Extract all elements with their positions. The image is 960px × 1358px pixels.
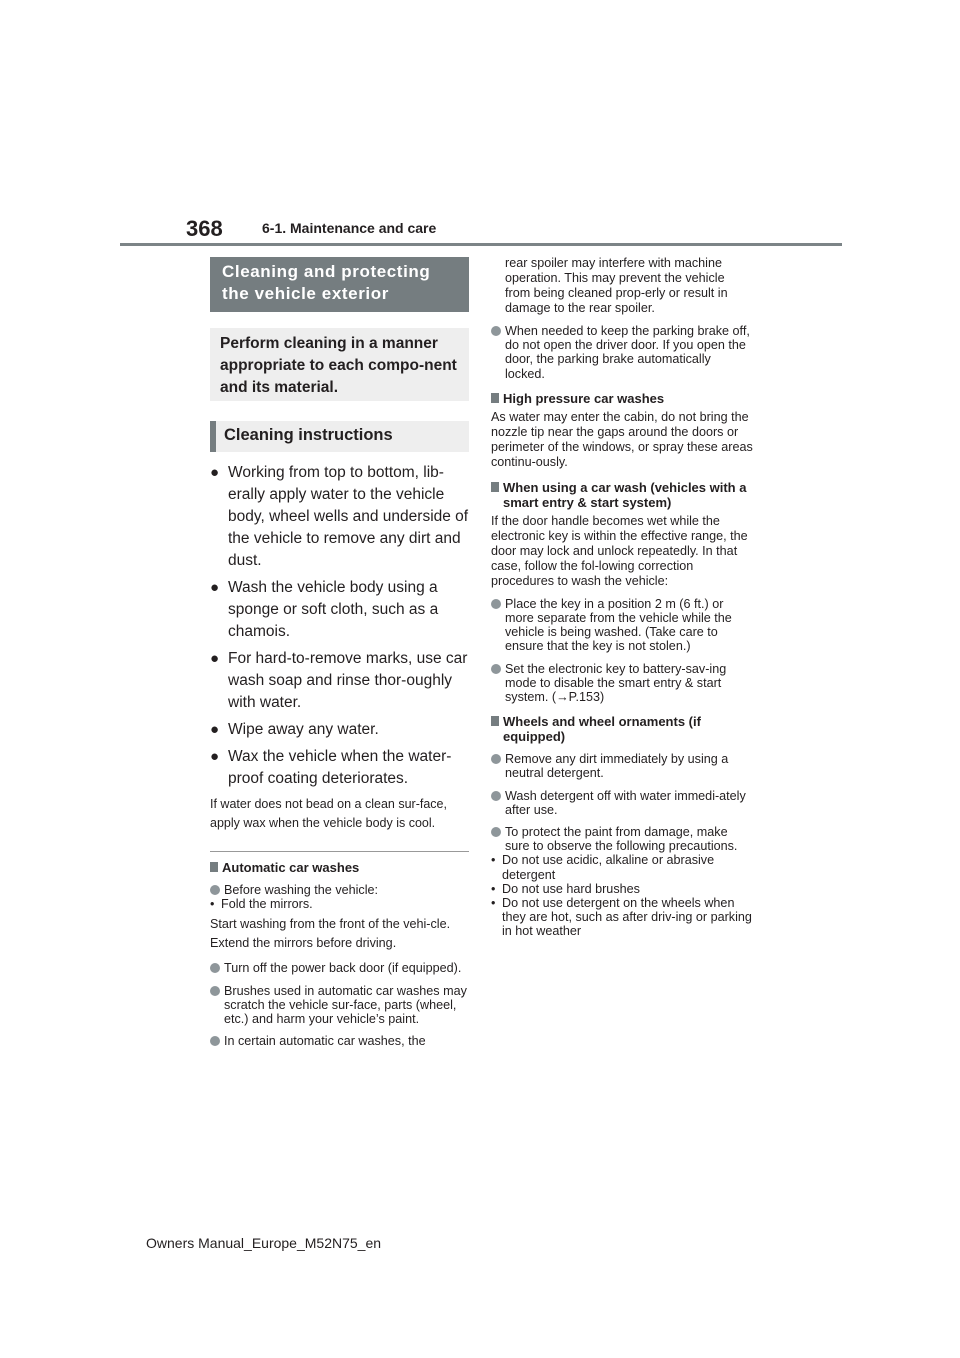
dot-bullet-icon: • <box>491 853 496 868</box>
list-item: Wash detergent off with water immedi-ately after use. <box>491 789 753 817</box>
list-item: To protect the paint from damage, make sure to observe the following precautions. <box>491 825 753 853</box>
circle-bullet-icon <box>491 664 501 674</box>
intro-box: Perform cleaning in a manner appropriate to each compo-nent and its material. <box>210 328 469 401</box>
right-column <box>491 256 753 939</box>
cleaning-instructions-heading: Cleaning instructions <box>210 421 469 452</box>
circle-bullet-icon <box>491 326 501 336</box>
bullet-icon: ● <box>210 579 220 596</box>
list-item: Set the electronic key to battery-sav-ing mode to disable the smart entry & start system. (→P.153) <box>491 662 753 705</box>
smart-entry-heading: When using a car wash (vehicles with a smart entry & start system) <box>491 480 753 510</box>
list-item: Brushes used in automatic car washes may scratch the vehicle sur-face, parts (wheel, etc.) and harm your vehicle’s paint. <box>210 984 469 1027</box>
section-title: 6-1. Maintenance and care <box>262 220 437 236</box>
sub-item: • Do not use detergent on the wheels when they are hot, such as after driv-ing or parking in hot weather <box>491 896 752 939</box>
wax-note: If water does not bead on a clean sur-face, apply wax when the vehicle body is cool. <box>210 797 447 830</box>
sub-item: • Do not use hard brushes <box>491 881 640 896</box>
list-item: ● Wash the vehicle body using a sponge or soft cloth, such as a chamois. <box>210 579 439 640</box>
list-item: Place the key in a position 2 m (6 ft.) or more separate from the vehicle while the vehicle is being washed. (Take care to ensure that the key is not stolen.) <box>491 597 753 654</box>
bullet-icon: ● <box>210 721 220 738</box>
instructions-list <box>210 462 469 790</box>
bullet-icon: ● <box>210 650 220 667</box>
list-item: Before washing the vehicle: <box>210 883 469 897</box>
high-pressure-heading: High pressure car washes <box>491 391 753 406</box>
bullet-icon: ● <box>210 748 220 765</box>
circle-bullet-icon <box>210 963 220 973</box>
circle-bullet-icon <box>210 986 220 996</box>
circle-bullet-icon <box>491 599 501 609</box>
paragraph: As water may enter the cabin, do not bring the nozzle tip near the gaps around the doors or perimeter of the windows, or spray these areas continu-ously. <box>491 409 753 469</box>
wheels-heading: Wheels and wheel ornaments (if equipped) <box>491 714 753 744</box>
square-bullet-icon <box>491 393 499 403</box>
divider <box>210 851 469 852</box>
list-item: In certain automatic car washes, the <box>210 1034 469 1048</box>
dot-bullet-icon: • <box>491 881 496 896</box>
list-item: When needed to keep the parking brake off, do not open the driver door. If you open the door, the parking brake automatically locked. <box>491 324 753 381</box>
circle-bullet-icon <box>491 791 501 801</box>
list-item: ● Wax the vehicle when the water-proof coating deteriorates. <box>210 748 452 787</box>
sub-item: • Do not use acidic, alkaline or abrasive detergent <box>491 853 715 882</box>
list-item: ● Working from top to bottom, lib-erally apply water to the vehicle body, wheel wells and underside of the vehicle to remove any dirt and dust. <box>210 464 469 569</box>
left-column <box>210 257 469 1048</box>
precautions-list <box>491 853 753 938</box>
square-bullet-icon <box>491 716 499 726</box>
list-item: ● For hard-to-remove marks, use car wash soap and rinse thor-oughly with water. <box>210 650 468 711</box>
circle-bullet-icon <box>491 754 501 764</box>
footer-text: Owners Manual_Europe_M52N75_en <box>146 1235 382 1251</box>
continued-text: rear spoiler may interfere with machine operation. This may prevent the vehicle from being cleaned prop-erly or result in damage to the rear spoiler. <box>505 256 728 315</box>
dot-bullet-icon: • <box>210 897 215 912</box>
list-item: Remove any dirt immediately by using a neutral detergent. <box>491 752 753 780</box>
list-item: Turn off the power back door (if equipped). <box>210 961 469 975</box>
paragraph: If the door handle becomes wet while the electronic key is within the effective range, the door may lock and unlock repeatedly. In that case, follow the fol-lowing correction procedures to wash the vehicle: <box>491 513 748 588</box>
sub-item: • Fold the mirrors. <box>210 897 313 912</box>
header-rule <box>120 243 842 246</box>
bullet-icon: ● <box>210 464 220 481</box>
paragraph: Start washing from the front of the vehi-cle. Extend the mirrors before driving. <box>210 917 451 951</box>
page-number: 368 <box>186 216 223 241</box>
circle-bullet-icon <box>210 885 220 895</box>
list-item: ● Wipe away any water. <box>210 719 469 741</box>
circle-bullet-icon <box>210 1036 220 1046</box>
circle-bullet-icon <box>491 827 501 837</box>
square-bullet-icon <box>491 482 499 492</box>
square-bullet-icon <box>210 862 218 872</box>
dot-bullet-icon: • <box>491 896 496 911</box>
page-title: Cleaning and protecting the vehicle exterior <box>210 257 469 312</box>
automatic-car-washes-heading: Automatic car washes <box>210 860 469 875</box>
